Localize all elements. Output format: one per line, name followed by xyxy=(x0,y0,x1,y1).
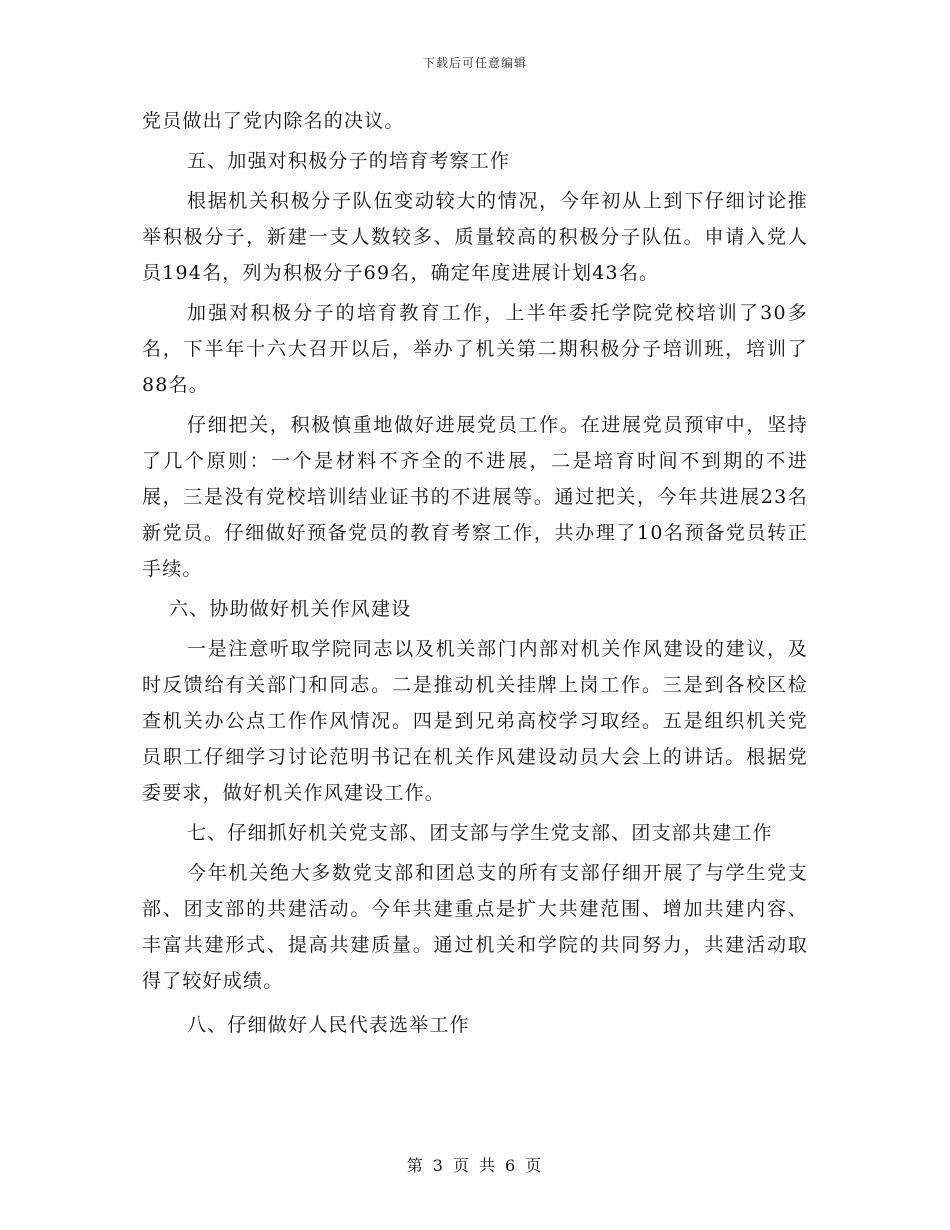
section-heading-8: 八、仔细做好人民代表选举工作 xyxy=(187,1014,470,1036)
paragraph-1: 党员做出了党内除名的决议。 xyxy=(142,110,405,132)
page-footer xyxy=(0,1153,950,1176)
page-label-mid: 页 xyxy=(452,1156,471,1175)
page-current-number: 3 xyxy=(432,1156,445,1175)
paragraph-4: 仔细把关，积极慎重地做好进展党员工作。在进展党员预审中，坚持了几个原则：一个是材料不齐全的不进展，二是培育时间不到期的不进展，三是没有党校培训结业证书的不进展等。通过把关，今年共进展23名新党员。仔细做好预备党员的教育考察工作，共办理了10名预备党员转正手续。 xyxy=(142,414,808,580)
page-label-prefix: 第 xyxy=(406,1156,425,1175)
paragraph-5: 一是注意听取学院同志以及机关部门内部对机关作风建设的建议，及时反馈给有关部门和同志。二是推动机关挂牌上岗工作。三是到各校区检查机关办公点工作作风情况。四是到兄弟高校学习取经。五是组织机关党员职工仔细学习讨论范明书记在机关作风建设动员大会上的讲话。根据党委要求，做好机关作风建设工作。 xyxy=(142,638,808,804)
paragraph-2: 根据机关积极分子队伍变动较大的情况，今年初从上到下仔细讨论推举积极分子，新建一支人数较多、质量较高的积极分子队伍。申请入党人员194名，列为积极分子69名，确定年度进展计划43名。 xyxy=(142,190,808,284)
page-total-number: 6 xyxy=(505,1156,518,1175)
page-label-suffix: 页 xyxy=(525,1156,544,1175)
section-heading-6: 六、协助做好机关作风建设 xyxy=(169,598,412,620)
paragraph-6: 今年机关绝大多数党支部和团总支的所有支部仔细开展了与学生党支部、团支部的共建活动。今年共建重点是扩大共建范围、增加共建内容、丰富共建形式、提高共建质量。通过机关和学院的共同努力，共建活动取得了较好成绩。 xyxy=(142,862,808,992)
document-body xyxy=(142,103,808,1043)
section-heading-5: 五、加强对积极分子的培育考察工作 xyxy=(187,150,511,172)
section-heading-7: 七、仔细抓好机关党支部、团支部与学生党支部、团支部共建工作 xyxy=(187,822,773,844)
paragraph-3: 加强对积极分子的培育教育工作，上半年委托学院党校培训了30多名，下半年十六大召开以后，举办了机关第二期积极分子培训班，培训了88名。 xyxy=(142,302,808,396)
page-total-prefix: 共 xyxy=(479,1156,498,1175)
page-header: 下载后可任意编辑 xyxy=(422,56,527,70)
